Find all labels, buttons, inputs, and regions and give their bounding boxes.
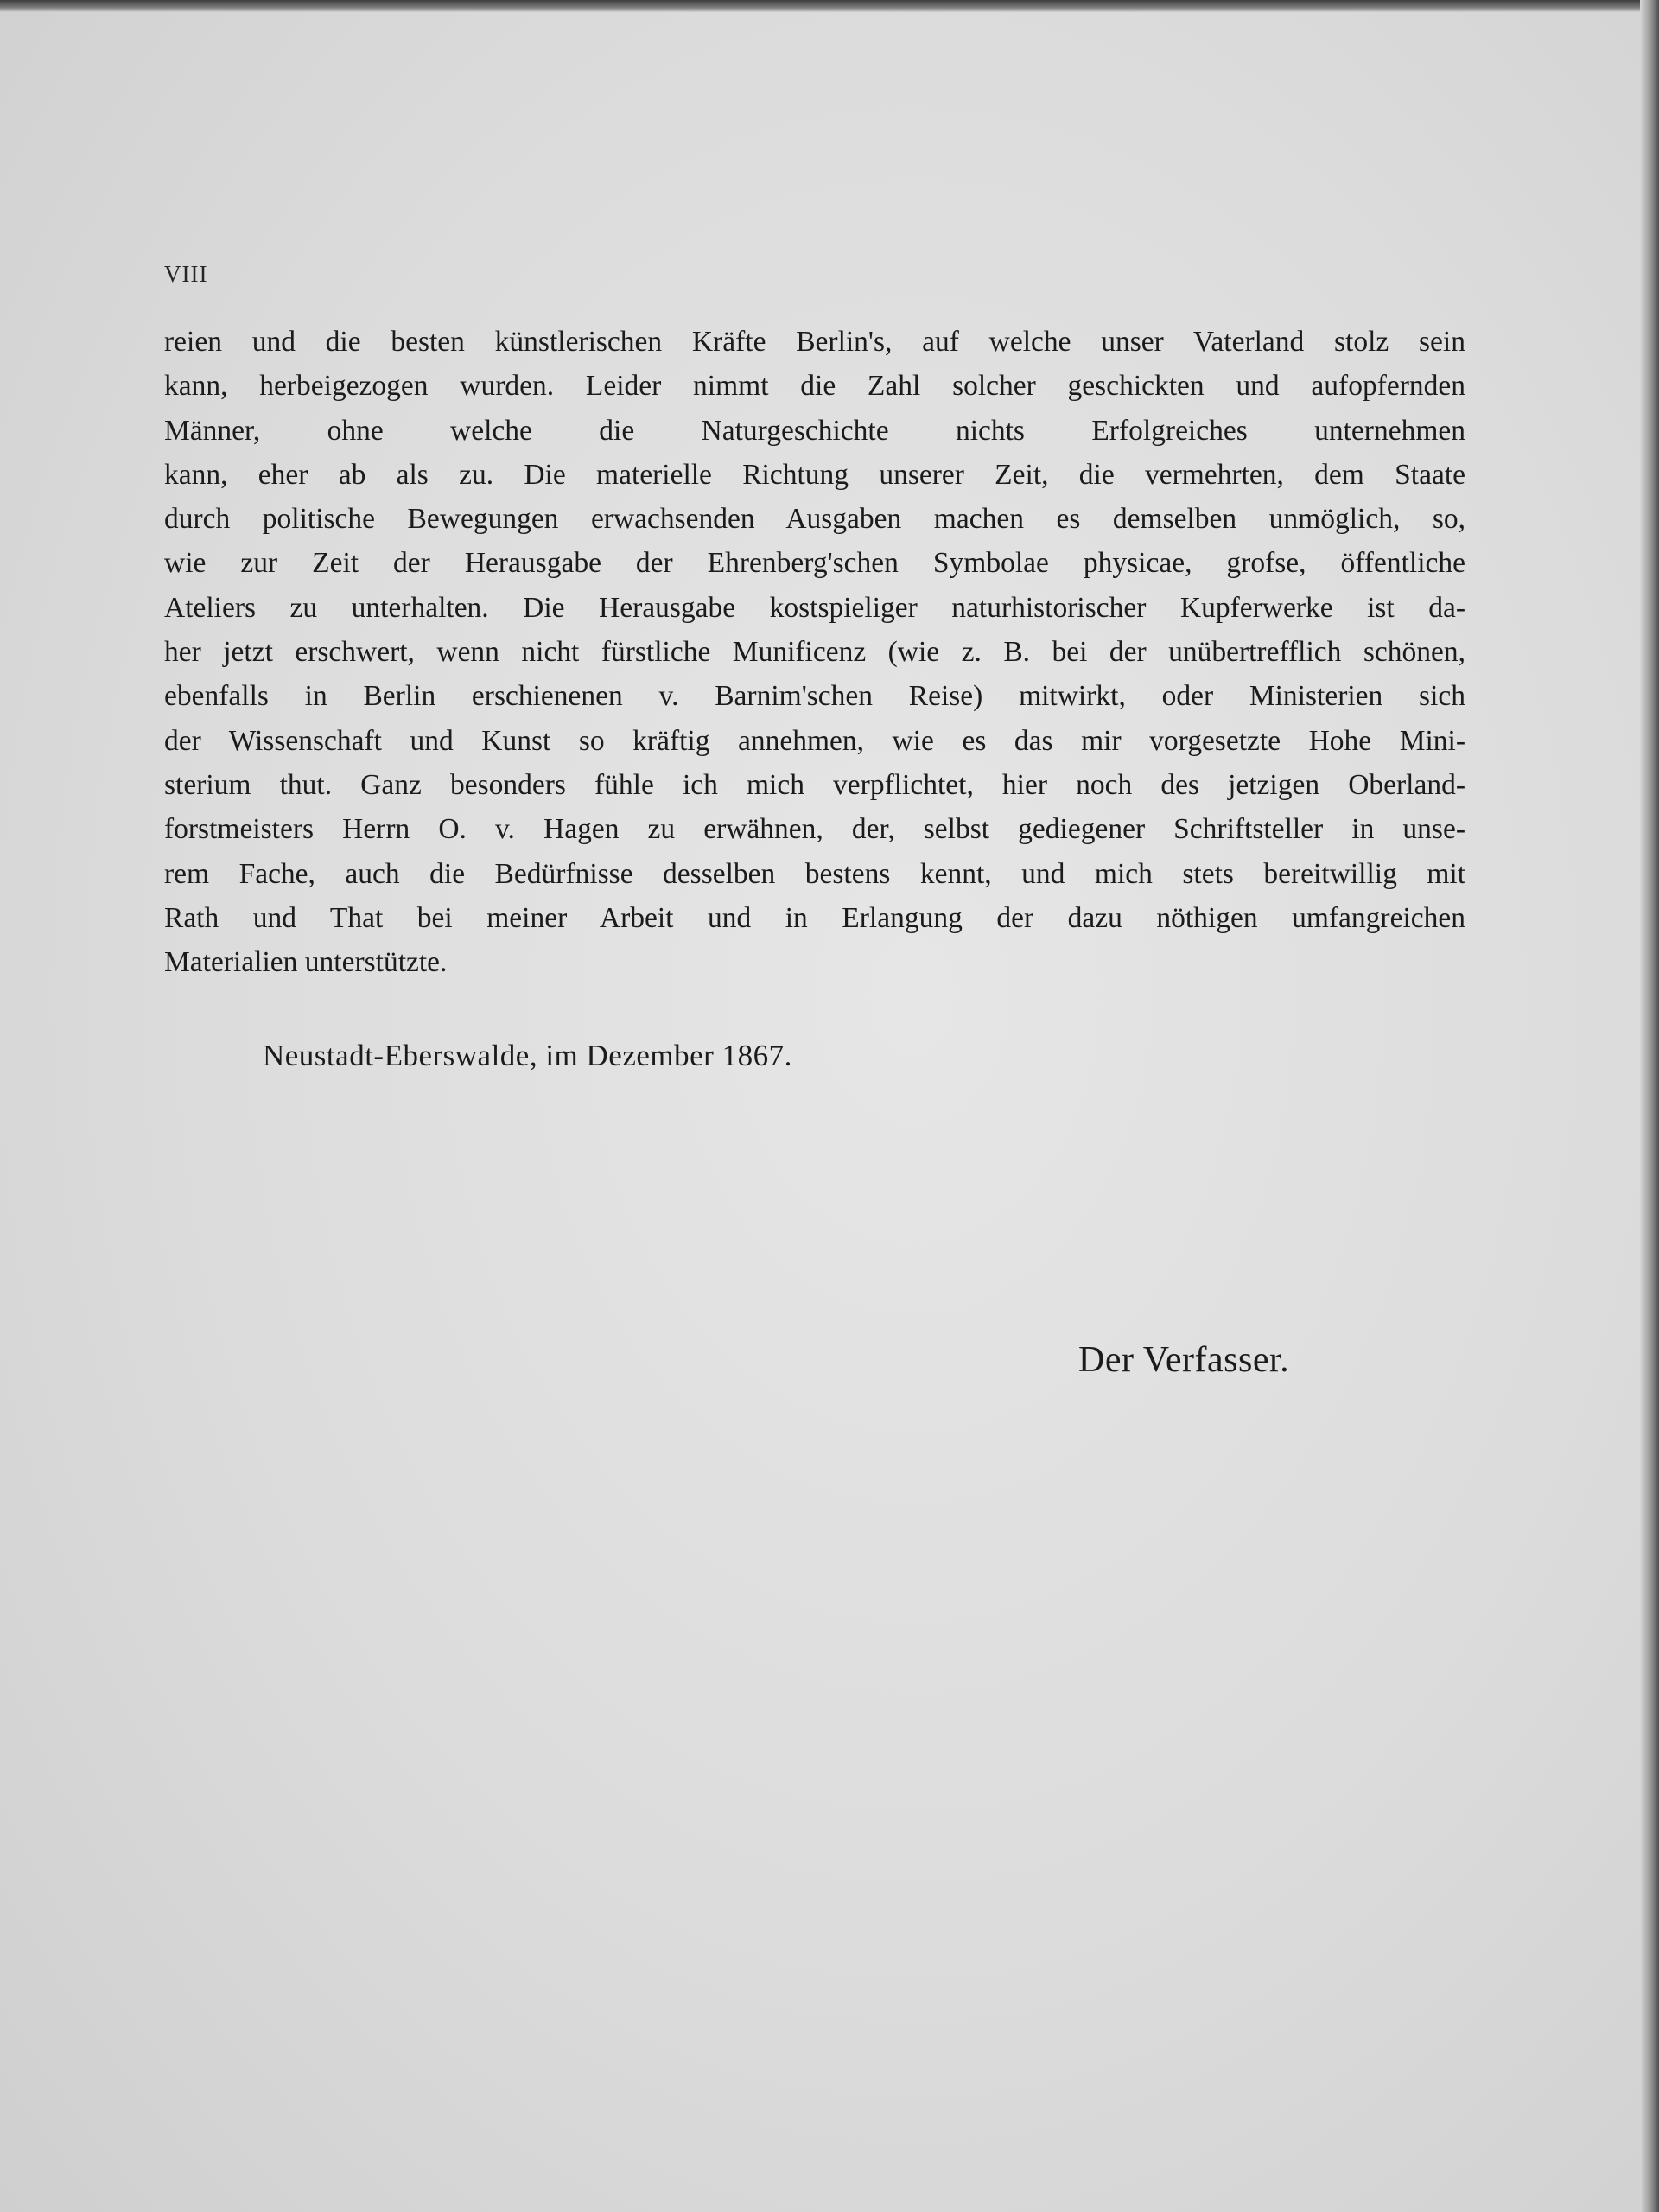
paragraph-line: reien und die besten künstlerischen Kräfte Berlin's, auf welche unser Vaterland stolz sein	[164, 326, 1465, 358]
paragraph-line: durch politische Bewegungen erwachsenden Ausgaben machen es demselben unmöglich, so,	[164, 503, 1465, 536]
paragraph-line: ebenfalls in Berlin erschienenen v. Barnim'schen Reise) mitwirkt, oder Ministerien sich	[164, 680, 1465, 713]
paragraph-line: Ateliers zu unterhalten. Die Herausgabe kostspieliger naturhistorischer Kupferwerke ist da-	[164, 591, 1465, 624]
paragraph-line: her jetzt erschwert, wenn nicht fürstliche Munificenz (wie z. B. bei der unübertrefflich schönen,	[164, 636, 1465, 669]
paragraph-line: kann, eher ab als zu. Die materielle Richtung unserer Zeit, die vermehrten, dem Staate	[164, 458, 1465, 491]
paragraph-line: rem Fache, auch die Bedürfnisse desselben bestens kennt, und mich stets bereitwillig mit	[164, 857, 1465, 890]
page-top-edge-shadow	[0, 0, 1659, 12]
page-number: VIII	[164, 261, 208, 287]
paragraph-line: Materialien unterstützte.	[164, 946, 448, 979]
paragraph-line: forstmeisters Herrn O. v. Hagen zu erwähnen, der, selbst gediegener Schriftsteller in unse-	[164, 813, 1465, 846]
paragraph-line: der Wissenschaft und Kunst so kräftig annehmen, wie es das mir vorgesetzte Hohe Mini-	[164, 724, 1465, 757]
place-and-date: Neustadt-Eberswalde, im Dezember 1867.	[263, 1039, 792, 1072]
paragraph-line: kann, herbeigezogen wurden. Leider nimmt die Zahl solcher geschickten und aufopfernden	[164, 370, 1465, 403]
page-right-edge-shadow	[1640, 0, 1659, 2212]
paragraph-line: Rath und That bei meiner Arbeit und in Erlangung der dazu nöthigen umfangreichen	[164, 901, 1465, 934]
paragraph-line: sterium thut. Ganz besonders fühle ich mich verpflichtet, hier noch des jetzigen Oberland-	[164, 768, 1465, 801]
body-paragraph	[164, 320, 1465, 984]
paragraph-line: wie zur Zeit der Herausgabe der Ehrenberg'schen Symbolae physicae, grofse, öffentliche	[164, 547, 1465, 580]
paragraph-line: Männer, ohne welche die Naturgeschichte nichts Erfolgreiches unternehmen	[164, 414, 1465, 447]
author-signature: Der Verfasser.	[1078, 1340, 1290, 1380]
